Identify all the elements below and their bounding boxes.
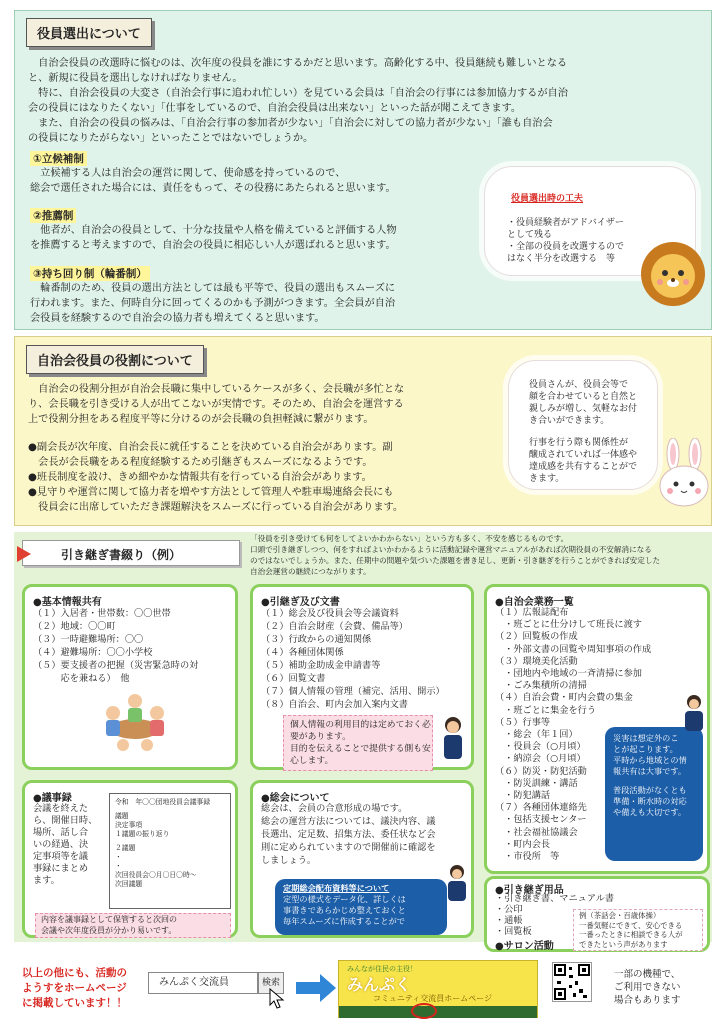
box-heading: ●引継ぎ及び文書 (261, 597, 340, 608)
s1-paragraph-4: 会の役員にはなりたくない」「仕事をしているので、自治会役員は出来ない」といった話が聞こえてきます。 (28, 103, 522, 114)
s2-bullet: 役員会に出席していただき課題解決をスムーズに行っている自治会があります。 (28, 502, 404, 513)
bubble-line: 毎年スムーズに作成することがで (283, 916, 405, 926)
box-line: 会議を終えた (33, 803, 89, 814)
box-line: （６）回覧文書 (261, 673, 326, 684)
method-3-heading: ③持ち回り制（輪番制） (30, 266, 150, 281)
doc-line: 次回役員会〇月〇日〇時～ (115, 871, 197, 879)
roles-cloud-line: 醸成されていれば一体感や (529, 450, 638, 460)
s2-paragraph: 上で役割分担をある程度平等に分けるのが会長職の負担軽減に繋がります。 (28, 414, 374, 425)
staff-woman-illustration (439, 715, 467, 763)
box-line: （１）総会及び役員会等会議資料 (261, 608, 399, 619)
minutes-sample-document (109, 793, 231, 909)
note-line: 個人情報の利用目的は定めておく必 (290, 720, 431, 730)
box-line: （８）自治会、町内会加入案内文書 (261, 699, 408, 710)
box-line: ・公印 (495, 904, 523, 915)
s2-paragraph: り、会長職を引き受ける人が出てこないが実情です。そのため、自治会を運営する (28, 399, 404, 410)
box-line: ・通帳 (495, 915, 523, 926)
tips-line: ・役員経験者がアドバイザー (507, 218, 624, 228)
tasks-box (484, 584, 710, 874)
note-line: 要があります。 (290, 732, 351, 742)
handover-intro: 自治会運営の継続につながります。 (250, 567, 371, 576)
doc-line: 令和 年〇〇団地役員会議事録 (115, 798, 211, 806)
device-notice-line: 場合もあります (614, 995, 681, 1006)
method-2-text: を推薦すると考えますので、自治会の役員に相応しい人が選ばれると思います。 (30, 240, 396, 251)
box-line: 場所、話し合 (33, 827, 89, 838)
s1-paragraph-3: 特に、自治会役員の大変さ（自治会行事に追われ忙しい）を見ている会員は「自治会の行事には参加協力するが自治 (28, 88, 568, 99)
roles-cloud-line: 顔を合わせていると自然と (529, 392, 638, 402)
box-line: ら、開催日時、 (33, 815, 98, 826)
box-line: ます。 (33, 875, 60, 886)
tips-line: として残る (507, 230, 553, 240)
search-input[interactable]: みんぷく交流員 (148, 972, 258, 994)
tips-line: ・全部の役員を改選するので (507, 242, 625, 252)
search-button[interactable]: 検索 (258, 972, 284, 994)
section-title: 役員選出について (26, 18, 152, 47)
staff-man-illustration (445, 863, 469, 903)
box-line: （３）行政からの通知関係 (261, 634, 372, 645)
roles-cloud (508, 360, 658, 490)
method-3-text: 輪番制のため、役員の選出方法としては最も平等で、役員の選出もスムーズに (30, 283, 396, 294)
box-line: いの経過、決 (33, 839, 89, 850)
device-notice (614, 968, 681, 1007)
arrow-right-icon (296, 974, 336, 1002)
task-line: ・団地内や地域の一斉清掃に参加 (495, 668, 642, 679)
doc-line: ・ (115, 853, 122, 861)
task-line: ・班ごとに集金を行う (495, 704, 597, 716)
box-line: 定事項等を議 (33, 851, 89, 862)
qr-code-icon (553, 963, 591, 1001)
banner-logo: みんぷく (347, 975, 412, 994)
box-heading: ●サロン活動 (495, 941, 554, 952)
box-heading: ●議事録 (33, 793, 72, 804)
bubble-line: 定型の様式をデータ化、詳しくは (283, 894, 406, 904)
method-1-text: 総会で選任された場合には、責任をもって、その役務にあたられると思います。 (30, 183, 396, 194)
task-line: ・ごみ集積所の清掃 (495, 680, 587, 692)
tips-heading: 役員選出時の工夫 (511, 194, 584, 204)
s2-bullet: ●班長制度を設け、きめ細やかな情報共有を行っている自治会があります。 (28, 472, 372, 483)
bubble-line: 報共有は大事です。 (613, 766, 687, 776)
task-line: ・総会（年１回） (495, 729, 578, 740)
task-line: ・包括支援センター (495, 814, 587, 826)
task-line: ・防犯講話 (495, 790, 551, 801)
task-line: （６）防災・防犯活動 (495, 765, 587, 777)
task-line: （１）広報誌配布 (495, 607, 569, 618)
banner-title: コミュニティ交流員ホームページ (373, 994, 493, 1003)
box-line: （４）避難場所：〇〇小学校 (33, 647, 153, 658)
note-line: 会議や次年度役員が分かり易いです。 (41, 925, 177, 935)
roles-cloud-line: 行事を行う際も関係性が (529, 438, 629, 448)
doc-line: 次回議題 (115, 880, 143, 888)
lion-illustration (638, 238, 708, 308)
task-line: ・役員会（○月頃） (495, 741, 586, 753)
task-line: ・班ごとに仕分けして班長に渡す (495, 619, 642, 631)
roles-cloud-line: き合いができます。 (529, 416, 610, 426)
title-marker-icon (17, 546, 31, 562)
method-1-text: 立候補する人は自治会の運営に関して、使命感を持っているので、 (30, 168, 346, 179)
bubble-line: 準備・断水時の対応 (613, 796, 687, 806)
box-line: 事録にまとめ (33, 863, 89, 874)
s2-bullet: ●副会長が次年度、自治会長に就任することを決めている自治会があります。副 (28, 442, 393, 453)
box-heading: ●引き継ぎ用品 (495, 885, 564, 896)
task-line: ・外部文書の回覧や周知事項の作成 (495, 643, 652, 655)
notice-line: に掲載しています！！ (22, 997, 127, 1009)
roles-cloud-line: きます。 (529, 474, 565, 484)
task-line: （４）自治会費・町内会費の集金 (495, 692, 633, 704)
bubble-line: とが起こります。 (613, 744, 678, 754)
s2-bullet: ●見守りや運営に関して協力者を増やす方法として管理人や駐車場連絡会長にも (28, 487, 394, 498)
box-heading: ●自治会業務一覧 (495, 597, 574, 608)
box-heading: ●基本情報共有 (33, 597, 102, 608)
task-line: ・町内会長 (495, 838, 551, 850)
note-line: できたという声があります (579, 939, 668, 949)
bubble-line: 平時から地域との情 (613, 755, 687, 765)
note-line: 例（茶話会・百歳体操） (579, 911, 661, 920)
supplies-box (484, 876, 710, 952)
box-line: 応を兼ねる） 他 (33, 673, 130, 684)
minutes-note (35, 913, 231, 938)
bubble-line: 普段活動がなくとも (613, 785, 687, 795)
s2-bullet: 会長が会長職をある程度経験するため引継ぎもスムーズになるようです。 (28, 457, 373, 468)
box-line: 総会は、会員の合意形成の場です。 (261, 803, 408, 814)
s1-paragraph-2: と、新規に役員を選出しなければなりません。 (28, 73, 243, 84)
method-1-heading: ①立候補制 (30, 151, 87, 166)
device-notice-line: 一部の機種で、 (614, 969, 681, 980)
method-3-text: 行われます。また、何時自分に回ってくるのかも予測がつきます。全会員が自治 (30, 298, 396, 309)
bubble-heading: 定期総会配布資料等について (283, 883, 390, 893)
box-line: （１）入居者・世帯数：〇〇世帯 (33, 608, 171, 619)
device-notice-line: ご利用できない (614, 982, 681, 993)
handover-title-box (22, 540, 240, 566)
bubble-line: 災害は想定外のこ (613, 733, 679, 743)
roles-cloud-line: 役員さんが、役員会等で (529, 380, 629, 390)
doc-line: 議題 (115, 812, 129, 820)
homepage-notice (22, 966, 127, 1011)
s1-paragraph-1: 自治会役員の改選時に悩むのは、次年度の役員を誰にするかだと思います。高齢化する中、役員継続も難しいとなる (28, 58, 568, 69)
doc-line: ２議題 (115, 844, 136, 852)
privacy-note (283, 715, 433, 771)
handover-intro: のではないでしょうか。また、任期中の問題や気づいた課題を書き足し、更新・引き継ぎを行うことができれば安定した (250, 556, 661, 565)
doc-line: ・ (115, 862, 122, 870)
handover-title: 引き継ぎ書綴り（例） (61, 548, 182, 562)
method-2-heading: ②推薦制 (30, 208, 76, 223)
s1-paragraph-5: また、自治会の役員の悩みは、「自治会行事の参加者が少ない」「自治会に対しての協力者が少ない」「誰も自治会 (28, 118, 553, 129)
note-line: 目的を伝えることで提供する側も安 (290, 744, 431, 754)
box-line: （２）地域：〇〇町 (33, 621, 116, 632)
section-title: 自治会役員の役割について (26, 345, 204, 374)
box-line: しましょう。 (261, 855, 317, 866)
method-2-text: 他者が、自治会の役員として、十分な技量や人格を備えていると評価する人物 (30, 225, 397, 236)
box-line: （２）自治会財産（会費、備品等） (261, 621, 408, 632)
task-line: （５）行事等 (495, 716, 551, 728)
note-line: 一番ったときに相談できる人が (579, 930, 683, 939)
task-line: （３）環境美化活動 (495, 655, 578, 667)
box-line: ・引き継ぎ書、マニュアル書 (495, 893, 615, 904)
task-line: ・防災訓練・講話 (495, 777, 578, 789)
box-line: 総会の運営方法については、議決内容、議 (261, 816, 436, 827)
doc-line: １議題の振り返り (115, 830, 170, 838)
general-meeting-box (250, 780, 474, 938)
task-line: ・市役所 等 (495, 851, 560, 862)
salon-note (573, 909, 703, 951)
note-line: 心します。 (290, 756, 334, 766)
rabbit-illustration (655, 438, 713, 508)
qr-code[interactable] (552, 962, 592, 1002)
box-line: （７）個人情報の管理（補完、活用、開示） (261, 686, 445, 697)
staff-woman-illustration (681, 693, 707, 733)
box-line: （４）各種団体関係 (261, 647, 344, 658)
roles-cloud-line: 達成感を共有することがで (529, 462, 638, 472)
minutes-box (22, 780, 238, 938)
tips-line: はなく半分を改選する 等 (507, 254, 616, 264)
box-line: （３）一時避難場所：〇〇 (33, 634, 144, 645)
highlight-circle (411, 1003, 437, 1019)
materials-bubble (275, 879, 447, 935)
doc-line: 決定事項 (115, 821, 143, 829)
handover-intro: 「役員を引き受けても何をしてよいかわからない」という方も多く、不安を感じるものです。 (250, 534, 569, 543)
task-line: ・納涼会（○月頃） (495, 753, 586, 765)
box-line: 長選出、定足数、招集方法、委任状など会 (261, 829, 436, 840)
basic-info-box (22, 584, 238, 770)
bubble-line: や備えも大切です。 (613, 807, 687, 817)
disaster-bubble (605, 727, 703, 861)
banner-subtitle: みんなが住民の主役！ (347, 965, 417, 973)
roles-cloud-line: 親しみが増し、気軽なお付 (529, 404, 638, 414)
notice-line: 以上の他にも、活動の (22, 967, 127, 979)
box-line: （５）要支援者の把握（災害緊急時の対 (33, 660, 199, 671)
bubble-line: 事書きであらかじめ整えておくと (283, 905, 406, 915)
method-3-text: 会役員を経験するので自治会の協力者も増えてくると思います。 (30, 313, 325, 324)
handover-intro: 口頭で引き継ぎしつつ、何をすればよいかわかるように活動記録や運営マニュアルがあれば次期役員の不安解消になる (250, 545, 652, 554)
box-heading: ●総会について (261, 793, 330, 804)
box-line: 則に定められていますので開催前に確認を (261, 842, 436, 853)
meeting-people-illustration (99, 689, 171, 759)
note-line: 内容を議事録として保管すると次回の (41, 915, 177, 924)
homepage-banner[interactable] (338, 960, 538, 1018)
cursor-icon (268, 988, 286, 1010)
box-line: ・回覧板 (495, 926, 532, 937)
task-line: （２）回覧板の作成 (495, 631, 578, 643)
note-line: 一番気軽にできて、安心できる (579, 920, 683, 930)
task-line: （７）各種団体連絡先 (495, 802, 587, 814)
s1-paragraph-6: の役員になりたがらない」といったことではないでしょうか。 (28, 133, 314, 144)
notice-line: ようすをホームページ (22, 982, 127, 994)
documents-box (250, 584, 474, 770)
banner-nav-bar (339, 1006, 537, 1018)
box-line: （５）補助金助成金申請書等 (261, 660, 381, 671)
s2-paragraph: 自治会の役割分担が自治会長職に集中しているケースが多く、会長職が多忙とな (28, 384, 405, 395)
task-line: ・社会福祉協議会 (495, 826, 578, 838)
